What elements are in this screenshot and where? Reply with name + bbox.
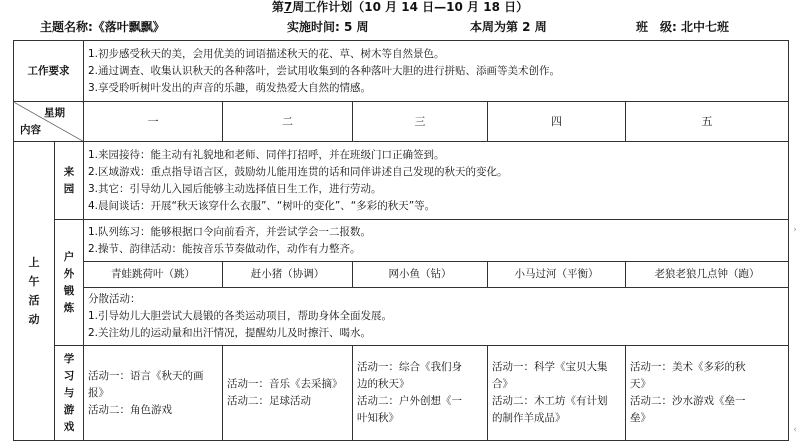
scattered-item: 分散活动： bbox=[88, 293, 141, 305]
exercise-thursday: 小马过河（平衡） bbox=[488, 262, 626, 288]
weekly-plan-table bbox=[13, 40, 789, 441]
scattered-item: 2.关注幼儿的运动量和出汗情况，提醒幼儿及时擦汗、喝水。 bbox=[88, 327, 372, 339]
learning-friday: 活动一：美术《多彩的秋 天》 活动二：沙水游戏《垒一 垒》 bbox=[626, 346, 789, 441]
arrival-row bbox=[14, 142, 789, 220]
requirements-label: 工作要求 bbox=[14, 41, 84, 102]
day-tuesday: 二 bbox=[223, 102, 353, 142]
morning-activities-label: 上 午 活 动 bbox=[14, 142, 55, 441]
duration: 实施时间: 5 周 bbox=[287, 20, 369, 34]
outdoor-item: 2.操节、韵律活动：能按音乐节奏做动作，动作有力整齐。 bbox=[88, 242, 361, 255]
learning-games-label: 学习 与游 戏 bbox=[55, 346, 84, 441]
chevron-right-icon[interactable]: › bbox=[793, 225, 797, 235]
page-title bbox=[0, 0, 800, 14]
outdoor-drill-row bbox=[14, 220, 789, 262]
day-thursday: 四 bbox=[488, 102, 626, 142]
arrival-item: 2.区域游戏：重点指导语言区，鼓励幼儿能用连贯的话和同伴讲述自己发现的秋天的变化。 bbox=[88, 165, 508, 178]
theme-name: 主题名称:《落叶飘飘》 bbox=[40, 20, 165, 34]
outdoor-exercise-label: 户外 锻炼 bbox=[55, 220, 84, 346]
requirement-item: 1.初步感受秋天的美，会用优美的词语描述秋天的花、草、树木等自然景色。 bbox=[88, 47, 445, 60]
outdoor-drill-cell bbox=[84, 220, 789, 262]
exercise-tuesday: 赶小猪（协调） bbox=[223, 262, 353, 288]
arrival-label: 来园 bbox=[55, 142, 84, 220]
requirement-item: 2.通过调查、收集认识秋天的各种落叶，尝试用收集到的各种落叶大胆的进行拼贴、添画等美术创作。 bbox=[88, 64, 561, 77]
scattered-activities-row bbox=[14, 288, 789, 346]
corner-header bbox=[14, 102, 84, 142]
exercise-wednesday: 网小鱼（钻） bbox=[353, 262, 488, 288]
chevron-left-icon[interactable]: ‹ bbox=[793, 425, 797, 435]
scattered-activities-cell bbox=[84, 288, 789, 346]
title-suffix: 周工作计划（10 月 14 日—10 月 18 日） bbox=[292, 0, 529, 14]
day-friday: 五 bbox=[626, 102, 789, 142]
outdoor-games-row bbox=[14, 262, 789, 288]
current-week: 本周为第 2 周 bbox=[470, 20, 547, 34]
corner-content-label: 内容 bbox=[20, 124, 41, 136]
day-monday: 一 bbox=[84, 102, 223, 142]
learning-thursday: 活动一：科学《宝贝大集 合》 活动二：木工坊《有计划 的制作羊成品》 bbox=[488, 346, 626, 441]
corner-weekday-label: 星期 bbox=[44, 107, 65, 119]
arrival-item: 1.来园接待：能主动有礼貌地和老师、同伴打招呼，并在班级门口正确签到。 bbox=[88, 148, 445, 161]
arrival-item: 4.晨间谈话：开展“秋天该穿什么衣服”、“树叶的变化”、“多彩的秋天”等。 bbox=[88, 199, 436, 212]
requirements-row bbox=[14, 41, 789, 102]
week-number: 7 bbox=[283, 0, 293, 14]
arrival-cell bbox=[84, 142, 789, 220]
learning-games-row bbox=[14, 346, 789, 441]
learning-wednesday: 活动一：综合《我们身 边的秋天》 活动二：户外创想《一 叶知秋》 bbox=[353, 346, 488, 441]
learning-tuesday: 活动一：音乐《去采摘》 活动二：足球活动 bbox=[223, 346, 353, 441]
exercise-friday: 老狼老狼几点钟（跑） bbox=[626, 262, 789, 288]
title-prefix: 第 bbox=[271, 0, 284, 14]
day-wednesday: 三 bbox=[353, 102, 488, 142]
scattered-item: 1.引导幼儿大胆尝试大晨锻的各类运动项目，帮助身体全面发展。 bbox=[88, 310, 393, 322]
requirements-cell bbox=[84, 41, 789, 102]
arrival-item: 3.其它：引导幼儿入园后能够主动选择值日生工作，进行劳动。 bbox=[88, 182, 382, 195]
learning-monday: 活动一：语言《秋天的画 报》 活动二：角色游戏 bbox=[84, 346, 223, 441]
outdoor-item: 1.队列练习：能够根据口令向前看齐，并尝试学会一二报数。 bbox=[88, 225, 372, 238]
exercise-monday: 青蛙跳荷叶（跳） bbox=[84, 262, 223, 288]
class-name: 班 级: 北中七班 bbox=[636, 20, 729, 34]
day-header-row bbox=[14, 102, 789, 142]
requirement-item: 3.享受聆听树叶发出的声音的乐趣，萌发热爱大自然的情感。 bbox=[88, 81, 372, 94]
